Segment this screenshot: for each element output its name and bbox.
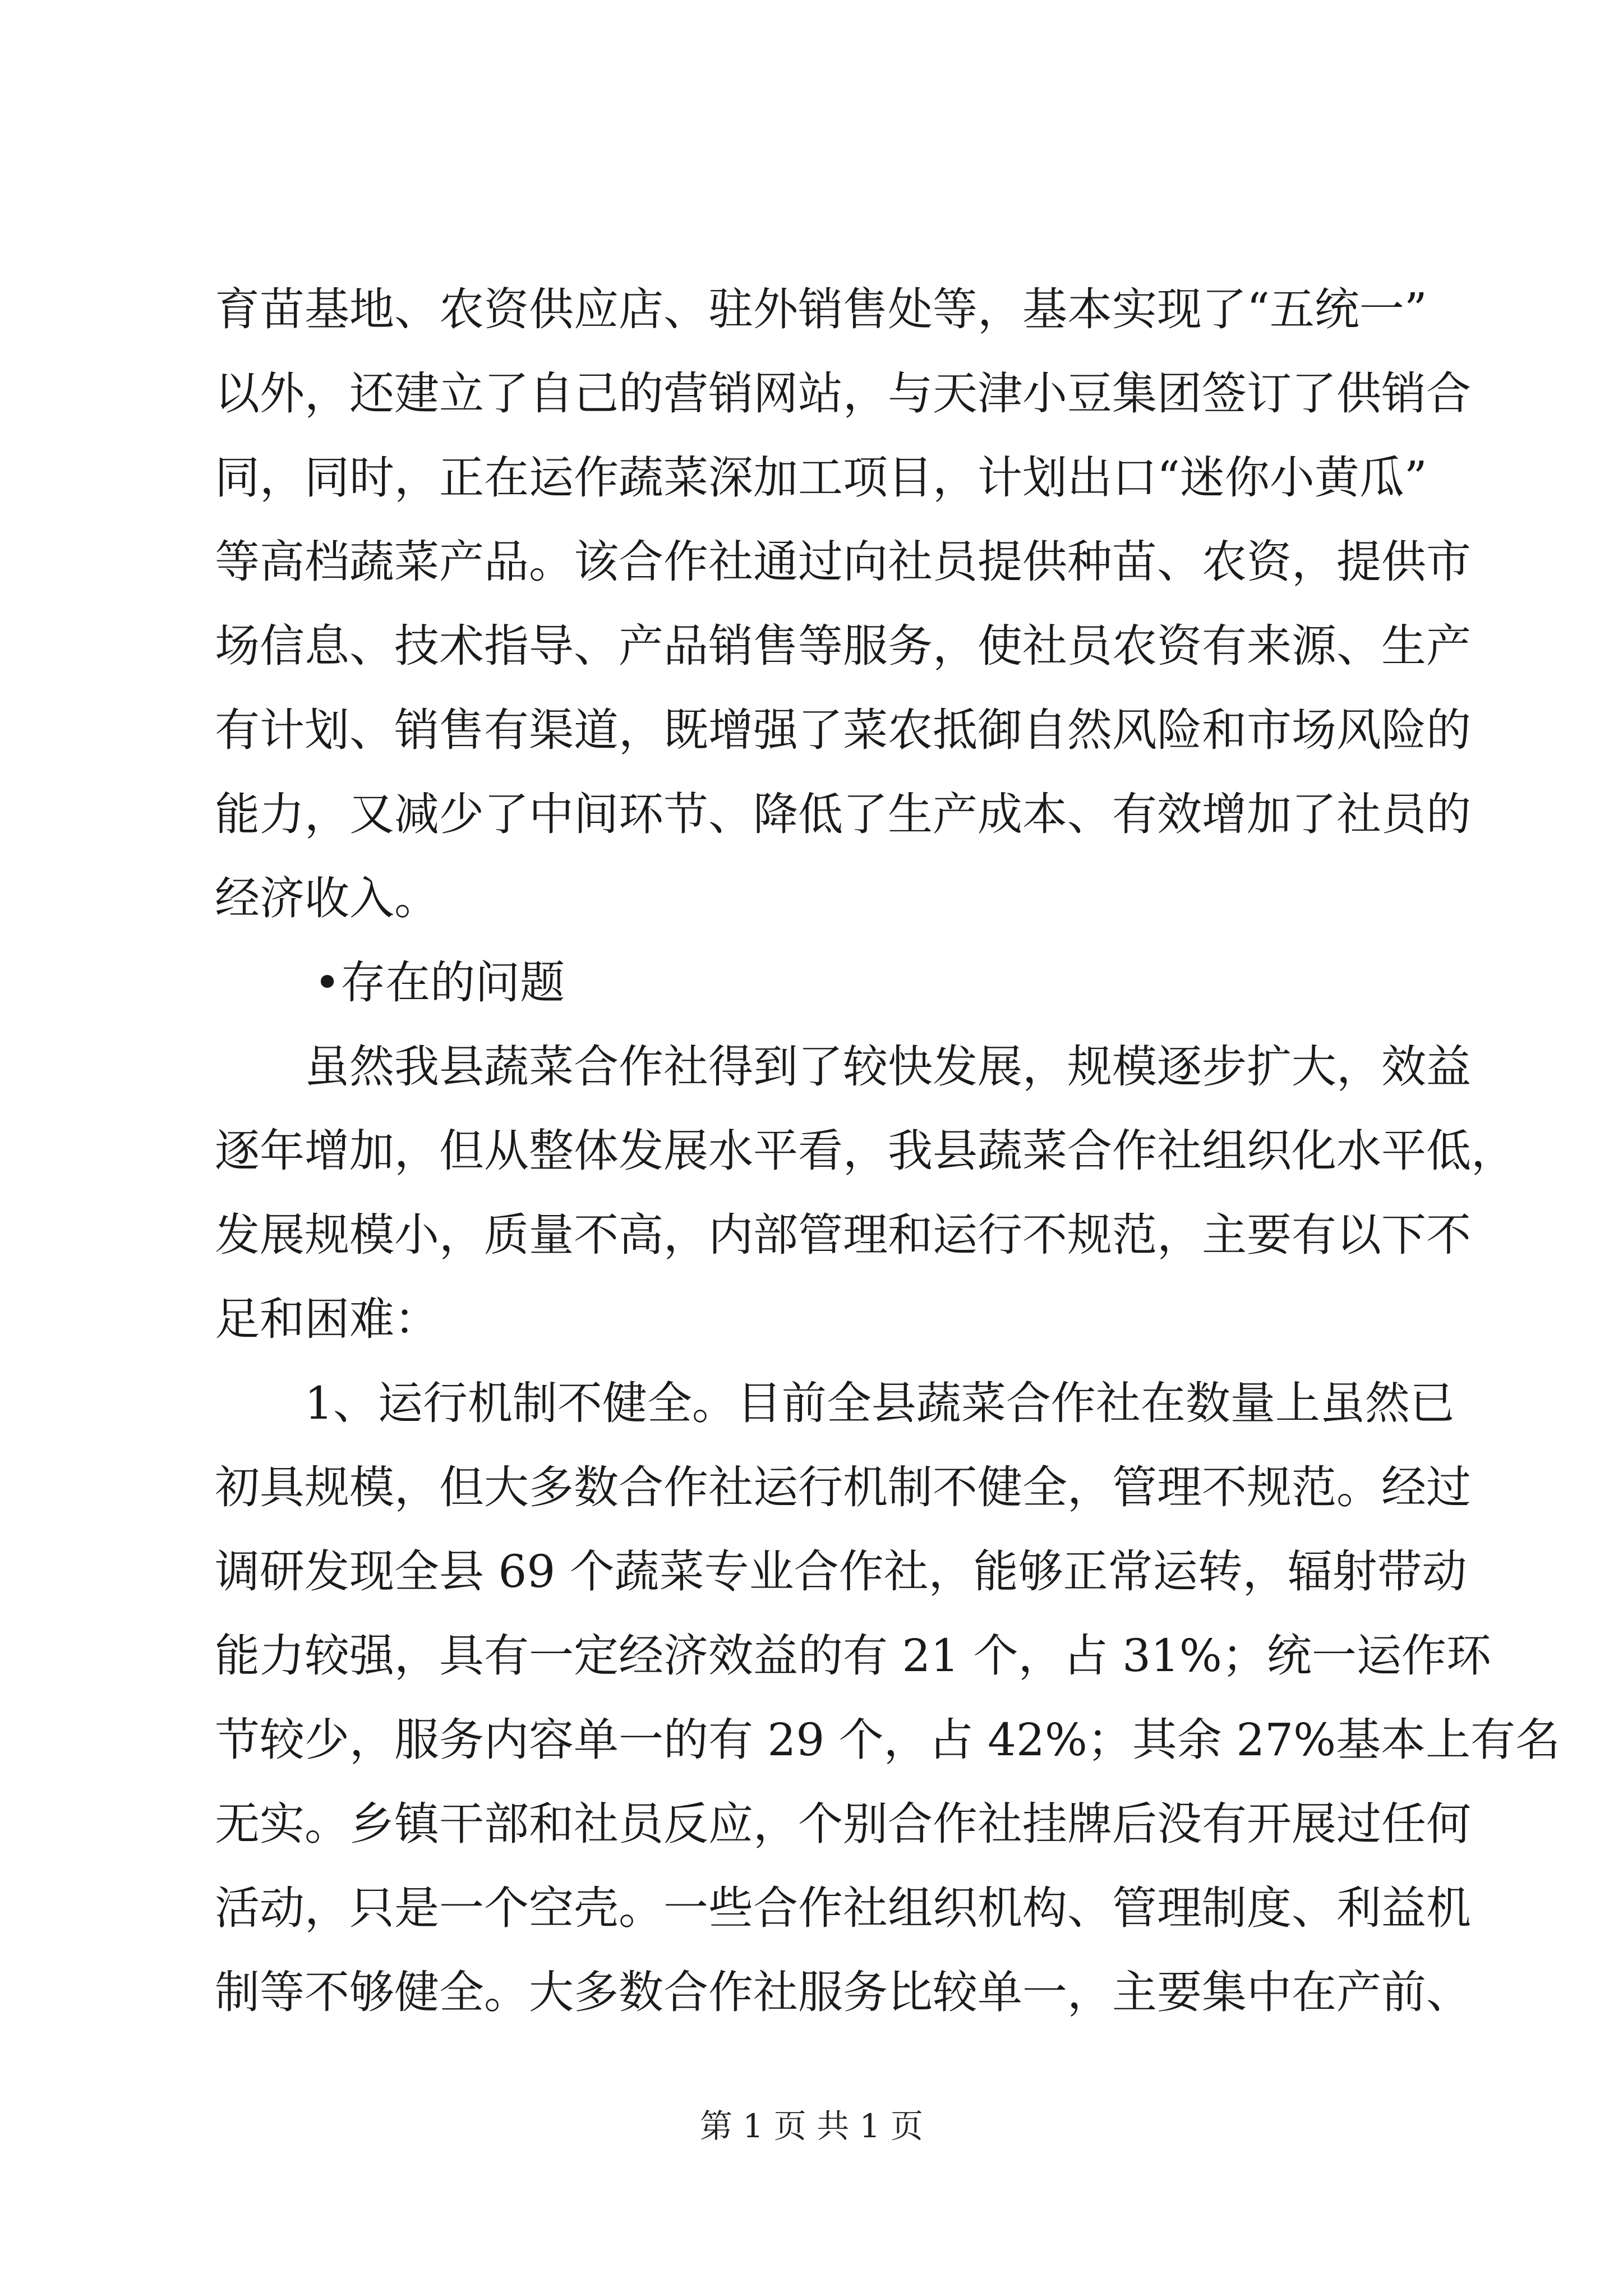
text-line: 虽然我县蔬菜合作社得到了较快发展，规模逐步扩大，效益	[305, 1041, 1471, 1093]
page-number-footer: 第 1 页 共 1 页	[700, 2107, 923, 2145]
text-line: 调研发现全县 69 个蔬菜专业合作社，能够正常运转，辐射带动	[215, 1545, 1467, 1598]
text-line: 逐年增加，但从整体发展水平看，我县蔬菜合作社组织化水平低，	[215, 1125, 1516, 1177]
text-line: 制等不够健全。大多数合作社服务比较单一，主要集中在产前、	[215, 1966, 1471, 2018]
text-line: 初具规模，但大多数合作社运行机制不健全，管理不规范。经过	[215, 1461, 1471, 1513]
text-line: 等高档蔬菜产品。该合作社通过向社员提供种苗、农资，提供市	[215, 536, 1471, 588]
text-line: 活动，只是一个空壳。一些合作社组织机构、管理制度、利益机	[215, 1882, 1471, 1934]
text-line: 场信息、技术指导、产品销售等服务，使社员农资有来源、生产	[215, 620, 1471, 672]
text-line: 同，同时，正在运作蔬菜深加工项目，计划出口“迷你小黄瓜”	[215, 452, 1427, 504]
text-line: 发展规模小，质量不高，内部管理和运行不规范，主要有以下不	[215, 1209, 1471, 1261]
section-heading: •存在的问题	[314, 956, 565, 1009]
text-line: 能力较强，具有一定经济效益的有 21 个，占 31%；统一运作环	[215, 1630, 1491, 1682]
text-line: 节较少，服务内容单一的有 29 个，占 42%；其余 27%基本上有名	[215, 1714, 1561, 1766]
text-line: 以外，还建立了自己的营销网站，与天津小豆集团签订了供销合	[215, 367, 1471, 420]
text-line: 有计划、销售有渠道，既增强了菜农抵御自然风险和市场风险的	[215, 704, 1471, 756]
text-line: 无实。乡镇干部和社员反应，个别合作社挂牌后没有开展过任何	[215, 1798, 1471, 1850]
text-line: 育苗基地、农资供应店、驻外销售处等，基本实现了“五统一”	[215, 283, 1427, 335]
text-line: 足和困难：	[215, 1293, 439, 1345]
text-line: 经济收入。	[215, 872, 439, 924]
text-line: 1、运行机制不健全。目前全县蔬菜合作社在数量上虽然已	[305, 1377, 1455, 1429]
text-line: 能力，又减少了中间环节、降低了生产成本、有效增加了社员的	[215, 788, 1471, 840]
